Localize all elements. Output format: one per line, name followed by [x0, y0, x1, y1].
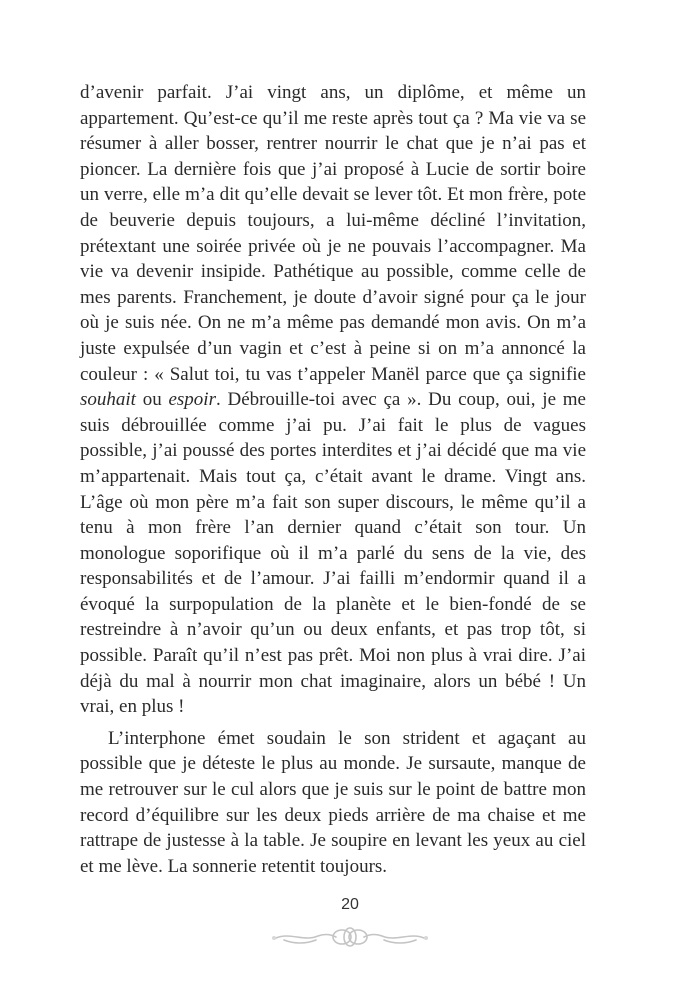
- body-text: [80, 80, 586, 879]
- paragraph-1-connector: ou: [135, 389, 169, 411]
- paragraph-2: L’interphone émet soudain le son strident et agaçant au possible que je déteste le plus au monde. Je sursaute, manque de me retrouver sur le cul alors que je suis sur le point de battre mon record d’équilibre sur les deux pieds arrière de ma chaise et me rattrape de justesse à la table. Je soupire en levant les yeux au ciel et me lève. La sonnerie retentit toujours.: [80, 727, 586, 877]
- paragraph-1-text: d’avenir parfait. J’ai vingt ans, un diplôme, et même un appartement. Qu’est-ce qu’il me reste après tout ça ? Ma vie va se résumer à aller bosser, rentrer nourrir le chat que je n’ai pas et pioncer. La dernière fois que j’ai proposé à Lucie de sortir boire un verre, elle m’a dit qu’elle devait se lever tôt. Et mon frère, pote de beuverie depuis toujours, a lui-même décliné l’invitation, prétextant une soirée privée où je ne pouvais l’accompagner. Ma vie va devenir insipide. Pathétique au possible, comme celle de mes parents. Franchement, je doute d’avoir signé pour ça le jour où je suis née. On ne m’a même pas demandé mon avis. On m’a juste expulsée d’un vagin et c’est à peine si on m’a annoncé la couleur : « Salut toi, tu vas t’appeler Manël parce que ça signifie: [80, 82, 586, 385]
- page-number: 20: [341, 896, 359, 913]
- paragraph-1: [80, 80, 586, 720]
- italic-word-espoir: espoir: [168, 389, 216, 411]
- decorative-flourish-icon: [270, 924, 430, 950]
- italic-word-souhait: souhait: [80, 389, 136, 411]
- paragraph-1-rest: . Débrouille-toi avec ça ». Du coup, oui, je me suis débrouillée comme j’ai pu. J’ai fait le plus de vagues possible, j’ai poussé des portes interdites et j’ai décidé que ma vie m’appartenait. Mais tout ça, c’était avant le drame. Vingt ans. L’âge où mon père m’a fait son super discours, le même qu’il a tenu à mon frère l’an dernier quand c’était son tour. Un monologue soporifique où il m’a parlé du sens de la vie, des responsabilités et de l’amour. J’ai failli m’endormir quand il a évoqué la surpopulation de la planète et le bien-fondé de se restreindre à n’avoir qu’un ou deux enfants, et pas trop tôt, si possible. Paraît qu’il n’est pas prêt. Moi non plus à vrai dire. J’ai déjà du mal à nourrir mon chat imaginaire, alors un bébé ! Un vrai, en plus !: [80, 389, 586, 718]
